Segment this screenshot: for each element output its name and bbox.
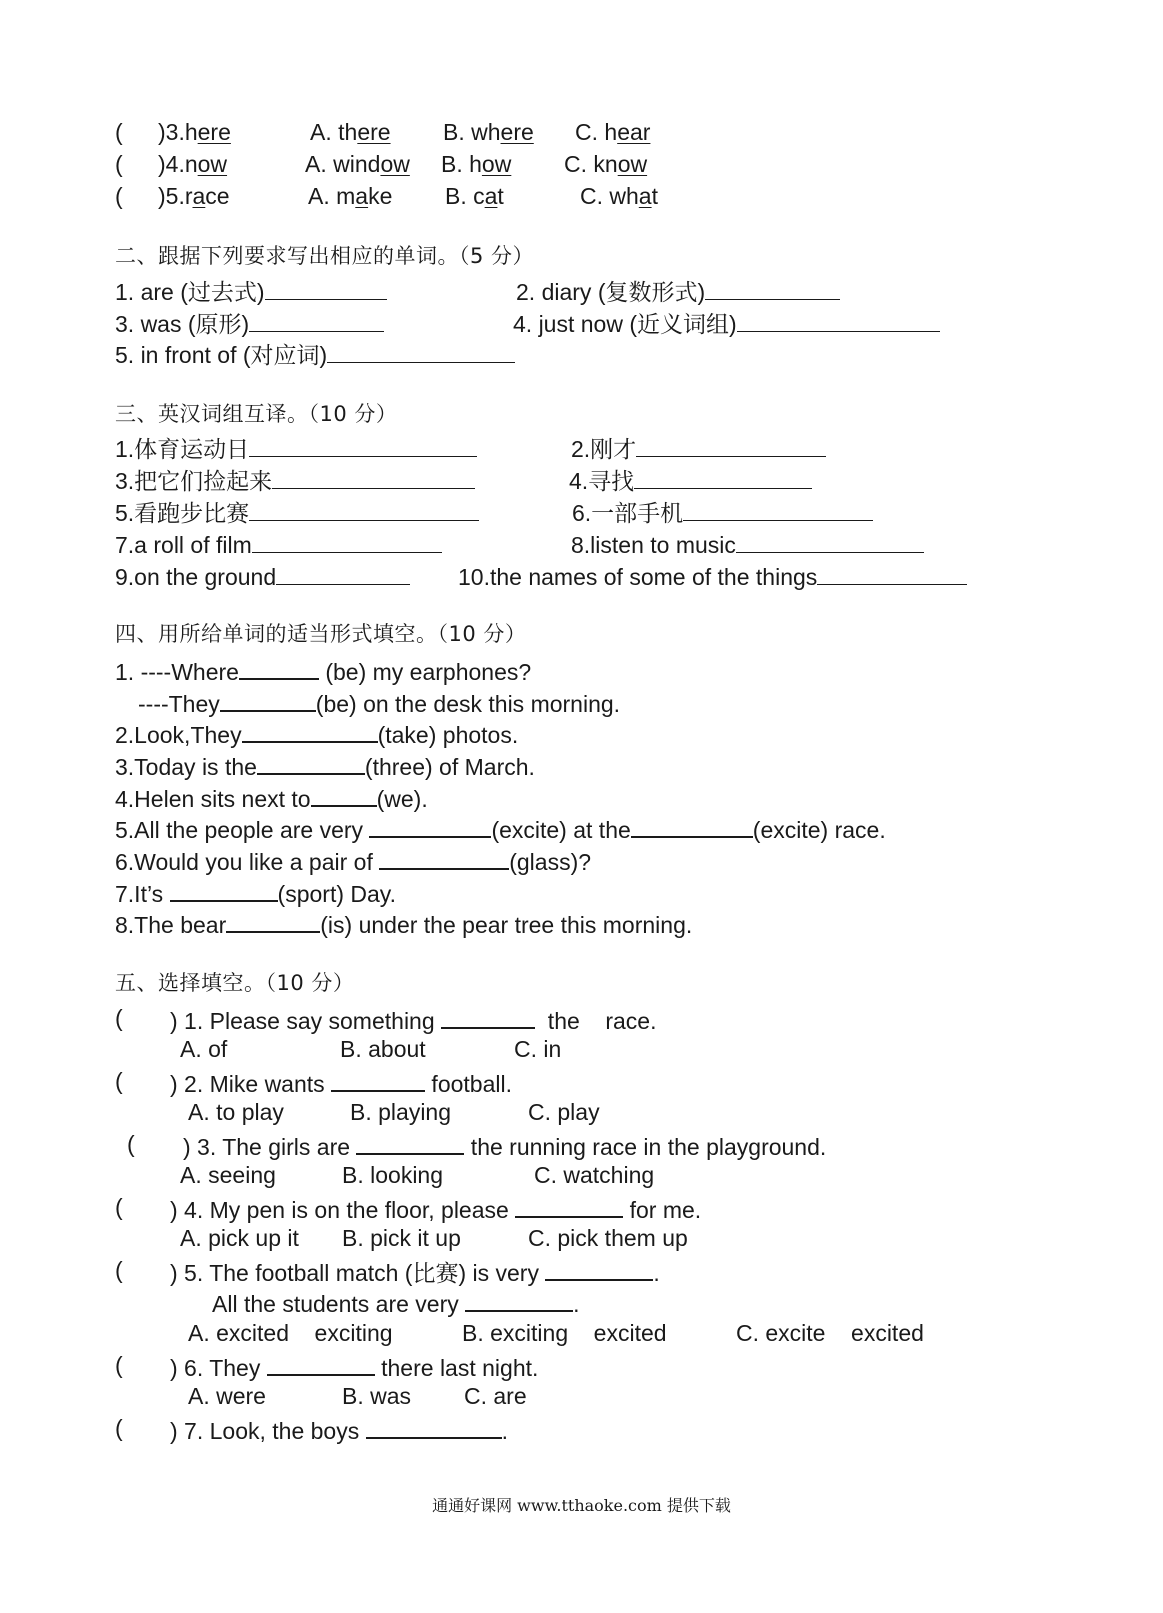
fill-item: 5. in front of (对应词) (115, 342, 515, 367)
option-c: C. watching (534, 1162, 655, 1188)
section-heading: 三、英汉词组互译。（10 分） (115, 402, 398, 426)
fill-item: 6.Would you like a pair of (glass)? (115, 849, 592, 875)
fill-item: 3.Today is the (three) of March. (115, 754, 535, 780)
answer-blank[interactable] (239, 658, 319, 680)
fill-item: 9.on the ground (115, 564, 410, 589)
question-word: )3.here (158, 119, 231, 145)
paren: ( (115, 1352, 123, 1378)
answer-blank[interactable] (634, 468, 812, 489)
option-b: B. how (441, 151, 512, 177)
answer-blank[interactable] (249, 500, 479, 521)
question: ) 1. Please say something the race. (170, 1008, 657, 1034)
option-c: C. what (580, 183, 658, 209)
option-c: C. hear (575, 119, 651, 145)
option-a: A. window (305, 151, 410, 177)
question: ) 7. Look, the boys . (170, 1418, 509, 1444)
answer-blank[interactable] (441, 1007, 535, 1029)
option-b: B. about (340, 1036, 426, 1062)
option-b: B. was (342, 1383, 412, 1409)
answer-blank[interactable] (331, 1070, 425, 1092)
option-a: A. seeing (180, 1162, 276, 1188)
question: ) 2. Mike wants football. (170, 1071, 512, 1097)
answer-blank[interactable] (265, 279, 387, 300)
answer-blank[interactable] (817, 564, 967, 585)
option-a: A. excited exciting (188, 1320, 393, 1346)
answer-blank[interactable] (736, 532, 924, 553)
paren: ( (115, 1194, 123, 1220)
question-word: )4.now (158, 151, 228, 177)
fill-item: 3. was (原形) (115, 311, 384, 336)
question: ) 3. The girls are the running race in the playground. (183, 1134, 827, 1160)
paren: ( (115, 1005, 123, 1031)
option-c: C. in (514, 1036, 562, 1062)
question: ) 6. They there last night. (170, 1355, 539, 1381)
paren: ( (115, 183, 123, 209)
question-word: )5.race (158, 183, 230, 209)
option-c: C. know (564, 151, 648, 177)
answer-blank[interactable] (545, 1259, 653, 1281)
option-b: B. where (443, 119, 534, 145)
fill-item: 1.体育运动日 (115, 436, 477, 461)
option-b: B. exciting excited (462, 1320, 667, 1346)
answer-blank[interactable] (327, 342, 515, 363)
fill-item: 10.the names of some of the things (458, 564, 967, 589)
answer-blank[interactable] (311, 785, 377, 807)
option-c: C. are (464, 1383, 527, 1409)
fill-item: 1. are (过去式) (115, 279, 387, 304)
page-footer: 通通好课网 www.tthaoke.com 提供下载 (432, 1496, 731, 1515)
option-c: C. play (528, 1099, 600, 1125)
fill-item: 8.The bear (is) under the pear tree this morning. (115, 912, 693, 938)
paren: ( (115, 151, 123, 177)
paren: ( (115, 1415, 123, 1441)
paren: ( (115, 119, 123, 145)
answer-blank[interactable] (366, 1417, 502, 1439)
fill-item: 4.寻找 (569, 468, 812, 493)
option-b: B. playing (350, 1099, 452, 1125)
fill-item: 2. diary (复数形式) (516, 279, 840, 304)
question: ) 4. My pen is on the floor, please for me. (170, 1197, 702, 1223)
section-heading: 二、跟据下列要求写出相应的单词。（5 分） (115, 244, 535, 268)
option-a: A. there (310, 119, 391, 145)
fill-item: 5.All the people are very (excite) at the (excite) race. (115, 817, 886, 843)
answer-blank[interactable] (267, 1354, 375, 1376)
answer-blank[interactable] (249, 436, 477, 457)
answer-blank[interactable] (272, 468, 475, 489)
fill-item: 6.一部手机 (572, 500, 873, 525)
paren: ( (127, 1131, 135, 1157)
question: ) 5. The football match (比赛) is very . (170, 1260, 660, 1286)
paren: ( (115, 1257, 123, 1283)
fill-item: 2.Look,They (take) photos. (115, 722, 519, 748)
answer-blank[interactable] (242, 721, 378, 743)
option-b: B. pick it up (342, 1225, 461, 1251)
fill-item: 3.把它们捡起来 (115, 468, 475, 493)
answer-blank[interactable] (705, 279, 840, 300)
answer-blank[interactable] (465, 1290, 573, 1312)
fill-item: ----They (be) on the desk this morning. (138, 691, 621, 717)
section-heading: 五、选择填空。（10 分） (115, 971, 355, 995)
answer-blank[interactable] (170, 880, 278, 902)
option-b: B. cat (445, 183, 504, 209)
answer-blank[interactable] (220, 690, 316, 712)
fill-item: 7.a roll of film (115, 532, 442, 557)
option-a: A. pick up it (180, 1225, 299, 1251)
fill-item: 7.It’s (sport) Day. (115, 881, 396, 907)
fill-item: 4.Helen sits next to (we). (115, 786, 428, 812)
option-c: C. excite excited (736, 1320, 924, 1346)
answer-blank[interactable] (369, 816, 491, 838)
answer-blank[interactable] (257, 753, 365, 775)
question-line-2: All the students are very . (212, 1291, 580, 1317)
answer-blank[interactable] (226, 911, 320, 933)
answer-blank[interactable] (515, 1196, 623, 1218)
fill-item: 5.看跑步比赛 (115, 500, 479, 525)
answer-blank[interactable] (636, 436, 826, 457)
fill-item: 2.刚才 (571, 436, 826, 461)
answer-blank[interactable] (683, 500, 873, 521)
answer-blank[interactable] (356, 1133, 464, 1155)
fill-item: 1. ----Where (be) my earphones? (115, 659, 532, 685)
answer-blank[interactable] (276, 564, 410, 585)
answer-blank[interactable] (252, 532, 442, 553)
fill-item: 8.listen to music (571, 532, 924, 557)
option-a: A. of (180, 1036, 228, 1062)
paren: ( (115, 1068, 123, 1094)
answer-blank[interactable] (737, 311, 940, 332)
answer-blank[interactable] (631, 816, 753, 838)
option-a: A. to play (188, 1099, 284, 1125)
fill-item: 4. just now (近义词组) (513, 311, 940, 336)
option-a: A. were (188, 1383, 266, 1409)
section-heading: 四、用所给单词的适当形式填空。（10 分） (115, 622, 527, 646)
answer-blank[interactable] (379, 848, 509, 870)
option-c: C. pick them up (528, 1225, 688, 1251)
option-a: A. make (308, 183, 393, 209)
option-b: B. looking (342, 1162, 444, 1188)
answer-blank[interactable] (249, 311, 384, 332)
